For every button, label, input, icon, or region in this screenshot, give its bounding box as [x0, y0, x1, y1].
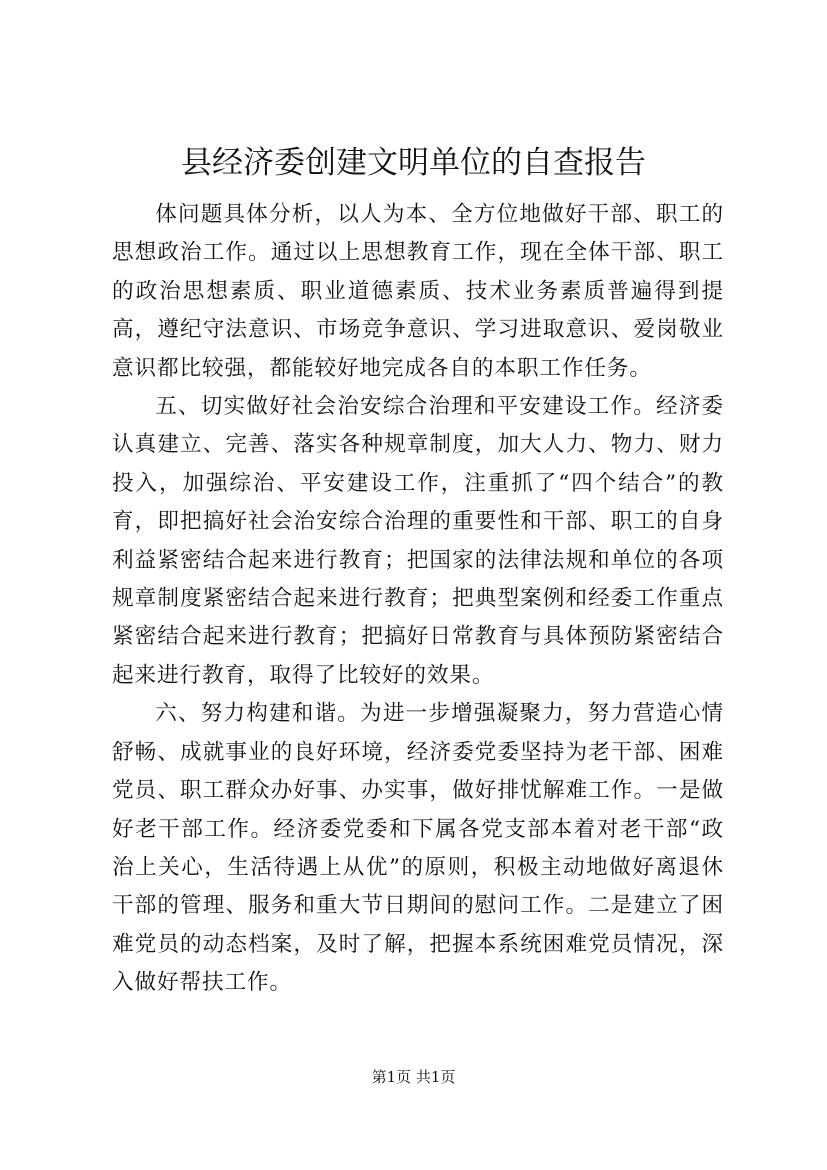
paragraph-2: 五、切实做好社会治安综合治理和平安建设工作。经济委认真建立、完善、落实各种规章制度，加大人力、物力、财力投入，加强综治、平安建设工作，注重抓了“四个结合”的教育，即把搞好社会治安综合治理的重要性和干部、职工的自身利益紧密结合起来进行教育；把国家的法律法规和单位的各项规章制度紧密结合起来进行教育；把典型案例和经委工作重点紧密结合起来进行教育；把搞好日常教育与具体预防紧密结合起来进行教育，取得了比较好的效果。	[112, 394, 724, 688]
paragraph-3: 六、努力构建和谐。为进一步增强凝聚力，努力营造心情舒畅、成就事业的良好环境，经济委党委坚持为老干部、困难党员、职工群众办好事、办实事，做好排忧解难工作。一是做好老干部工作。经济委党委和下属各党支部本着对老干部“政治上关心，生活待遇上从优”的原则，积极主动地做好离退休干部的管理、服务和重大节日期间的慰问工作。二是建立了困难党员的动态档案，及时了解，把握本系统困难党员情况，深入做好帮扶工作。	[112, 701, 724, 996]
document-body	[112, 196, 724, 1003]
page-footer: 第1页 共1页	[371, 1068, 456, 1086]
paragraph-1: 体问题具体分析，以人为本、全方位地做好干部、职工的思想政治工作。通过以上思想教育工作，现在全体干部、职工的政治思想素质、职业道德素质、技术业务素质普遍得到提高，遵纪守法意识、市场竞争意识、学习进取意识、爱岗敬业意识都比较强，都能较好地完成各自的本职工作任务。	[112, 202, 724, 381]
document-title: 县经济委创建文明单位的自查报告	[181, 145, 646, 181]
